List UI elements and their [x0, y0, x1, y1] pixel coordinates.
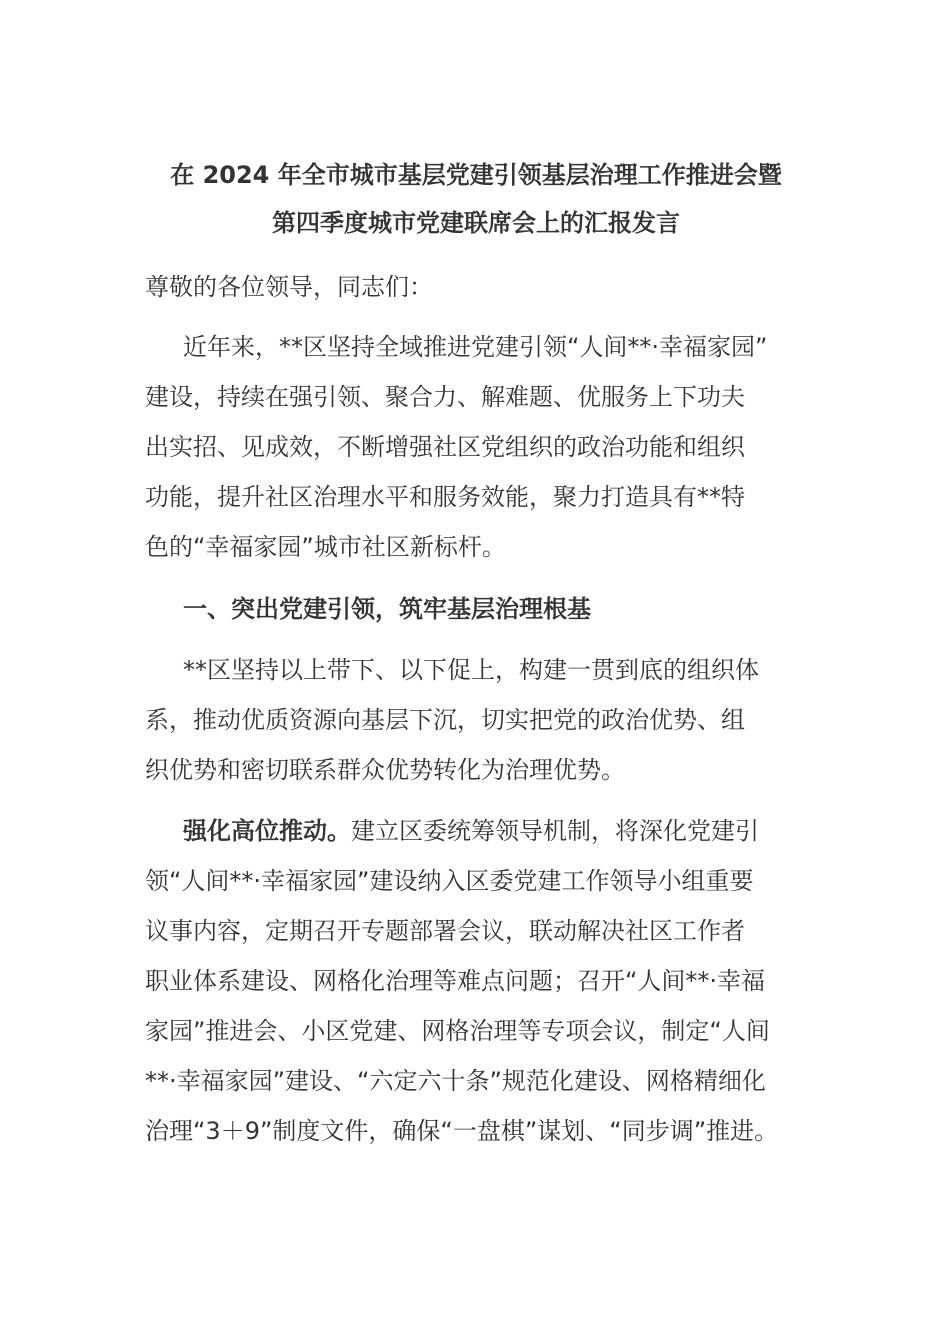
document-title-line-1: 在 2024 年全市城市基层党建引领基层治理工作推进会暨 [170, 161, 782, 189]
paragraph-lead-phrase: 强化高位推动。 [183, 817, 351, 845]
section-heading: 一、突出党建引领，筑牢基层治理根基 [183, 595, 591, 623]
paragraph-line: **·幸福家园”建设、“六定六十条”规范化建设、网格精细化 [145, 1067, 766, 1095]
paragraph-line: 职业体系建设、网格化治理等难点问题；召开“人间**·幸福 [145, 967, 766, 995]
paragraph-line: 织优势和密切联系群众优势转化为治理优势。 [145, 756, 625, 784]
paragraph-line-rest: 建立区委统筹领导机制，将深化党建引 [351, 817, 759, 845]
paragraph-line [145, 806, 807, 856]
paragraph-line: 建设，持续在强引领、聚合力、解难题、优服务上下功夫 [145, 383, 745, 411]
paragraph-line: 家园”推进会、小区党建、网格治理等专项会议，制定“人间 [145, 1017, 770, 1045]
paragraph-high-level-promotion [145, 806, 807, 1156]
paragraph-line: 议事内容，定期召开专题部署会议，联动解决社区工作者 [145, 917, 745, 945]
salutation: 尊敬的各位领导，同志们： [145, 273, 433, 301]
paragraph-section-intro [145, 645, 807, 795]
paragraph-intro [145, 322, 807, 572]
paragraph-line: 治理“3＋9”制度文件，确保“一盘棋”谋划、“同步调”推进。 [145, 1117, 779, 1145]
document-title-line-2: 第四季度城市党建联席会上的汇报发言 [272, 209, 680, 237]
paragraph-line: **区坚持以上带下、以下促上，构建一贯到底的组织体 [183, 656, 759, 684]
paragraph-line: 色的“幸福家园”城市社区新标杆。 [145, 533, 506, 561]
paragraph-line: 功能，提升社区治理水平和服务效能，聚力打造具有**特 [145, 483, 745, 511]
document-page [145, 0, 807, 1344]
paragraph-line: 系，推动优质资源向基层下沉，切实把党的政治优势、组 [145, 706, 745, 734]
paragraph-line: 近年来，**区坚持全域推进党建引领“人间**·幸福家园” [183, 333, 768, 361]
paragraph-line: 出实招、见成效，不断增强社区党组织的政治功能和组织 [145, 433, 745, 461]
paragraph-line: 领“人间**·幸福家园”建设纳入区委党建工作领导小组重要 [145, 867, 754, 895]
